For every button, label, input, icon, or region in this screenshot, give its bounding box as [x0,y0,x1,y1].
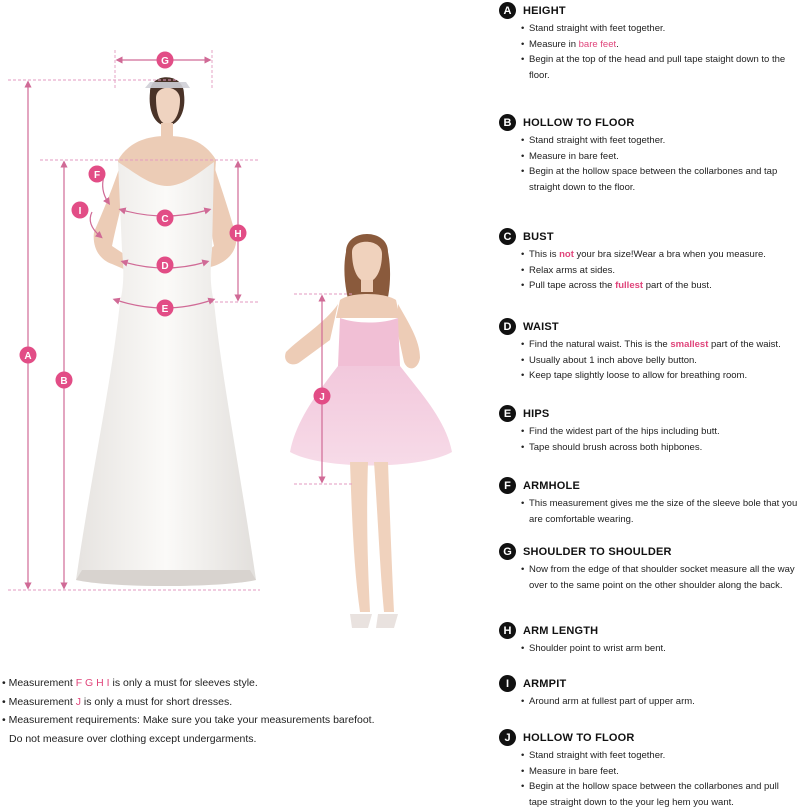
svg-text:I: I [78,206,82,217]
label-f [89,166,106,183]
badge-i: I [499,675,516,692]
girl-figure [285,234,452,628]
svg-text:C: C [161,214,169,225]
badge-e: E [499,405,516,422]
list-item: • Usually about 1 inch above belly button. [521,353,799,369]
badge-c: C [499,228,516,245]
note-requirements: • Measurement requirements: Make sure you take your measurements barefoot. [2,714,375,726]
list-item: • Find the widest part of the hips including butt. [521,424,799,440]
list-item: • Begin at the hollow space between the collarbones and tap straight down to the floor. [521,164,799,195]
section-arm-length [499,622,799,657]
list-item: • Stand straight with feet together. [521,21,799,37]
list-item: • Begin at the top of the head and pull tape staight down to the floor. [521,52,799,83]
badge-b: B [499,114,516,131]
label-j [314,388,331,405]
list-item: • Now from the edge of that shoulder socket measure all the way over to the same point on the other shoulder along the back. [521,562,799,593]
badge-d: D [499,318,516,335]
section-shoulder-to-shoulder [499,543,799,593]
note-clothing: Do not measure over clothing except undergarments. [9,732,257,745]
label-h [230,225,247,242]
list-item: • Pull tape across the fullest part of the bust. [521,278,799,294]
list-item: • This is not your bra size!Wear a bra when you measure. [521,247,799,263]
list-item: • Stand straight with feet together. [521,748,799,764]
label-g [157,52,174,69]
section-hips [499,405,799,455]
list-item: • Stand straight with feet together. [521,133,799,149]
section-bust [499,228,799,294]
badge-h: H [499,622,516,639]
label-c [157,210,174,227]
svg-text:J: J [319,392,325,403]
label-a [20,347,37,364]
section-waist [499,318,799,384]
svg-text:B: B [60,376,68,387]
section-title: ARMHOLE [523,479,581,492]
svg-text:G: G [161,56,169,67]
note-sleeves: • Measurement F G H I is only a must for sleeves style. [2,677,258,689]
section-title: ARM LENGTH [523,624,599,637]
badge-f: F [499,477,516,494]
bride-figure [76,77,256,586]
section-title: BUST [523,230,554,243]
list-item: • Shoulder point to wrist arm bent. [521,641,799,657]
section-height [499,2,799,83]
list-item: • Measure in bare feet. [521,37,799,53]
badge-a: A [499,2,516,19]
badge-g: G [499,543,516,560]
svg-text:H: H [234,229,242,240]
section-hollow-to-hem [499,729,799,810]
section-title: ARMPIT [523,677,567,690]
measurement-notes [2,674,472,748]
svg-text:A: A [24,351,32,362]
section-armhole [499,477,799,527]
svg-text:F: F [93,170,101,181]
list-item: • Begin at the hollow space between the collarbones and pull tape straight down to the your leg hem you want. [521,779,799,810]
list-item: • This measurement gives me the size of the sleeve bole that you are comfortable wearing. [521,496,799,527]
svg-text:E: E [161,304,169,315]
section-title: HOLLOW TO FLOOR [523,731,635,744]
label-i [72,202,89,219]
label-d [157,257,174,274]
section-title: SHOULDER TO SHOULDER [523,545,672,558]
list-item: • Around arm at fullest part of upper arm. [521,694,799,710]
section-title: HEIGHT [523,4,566,17]
section-hollow-to-floor [499,114,799,195]
label-b [56,372,73,389]
list-item: • Relax arms at sides. [521,263,799,279]
section-title: HOLLOW TO FLOOR [523,116,635,129]
badge-j: J [499,729,516,746]
note-short-dress: • Measurement J is only a must for short dresses. [2,695,233,708]
list-item: • Keep tape slightly loose to allow for breathing room. [521,368,799,384]
section-title: HIPS [523,407,550,420]
list-item: • Tape should brush across both hipbones. [521,440,799,456]
svg-text:D: D [161,261,169,272]
list-item: • Measure in bare feet. [521,764,799,780]
section-title: WAIST [523,320,559,333]
list-item: • Measure in bare feet. [521,149,799,165]
list-item: • Find the natural waist. This is the smallest part of the waist. [521,337,799,353]
label-e [157,300,174,317]
section-armpit [499,675,799,710]
